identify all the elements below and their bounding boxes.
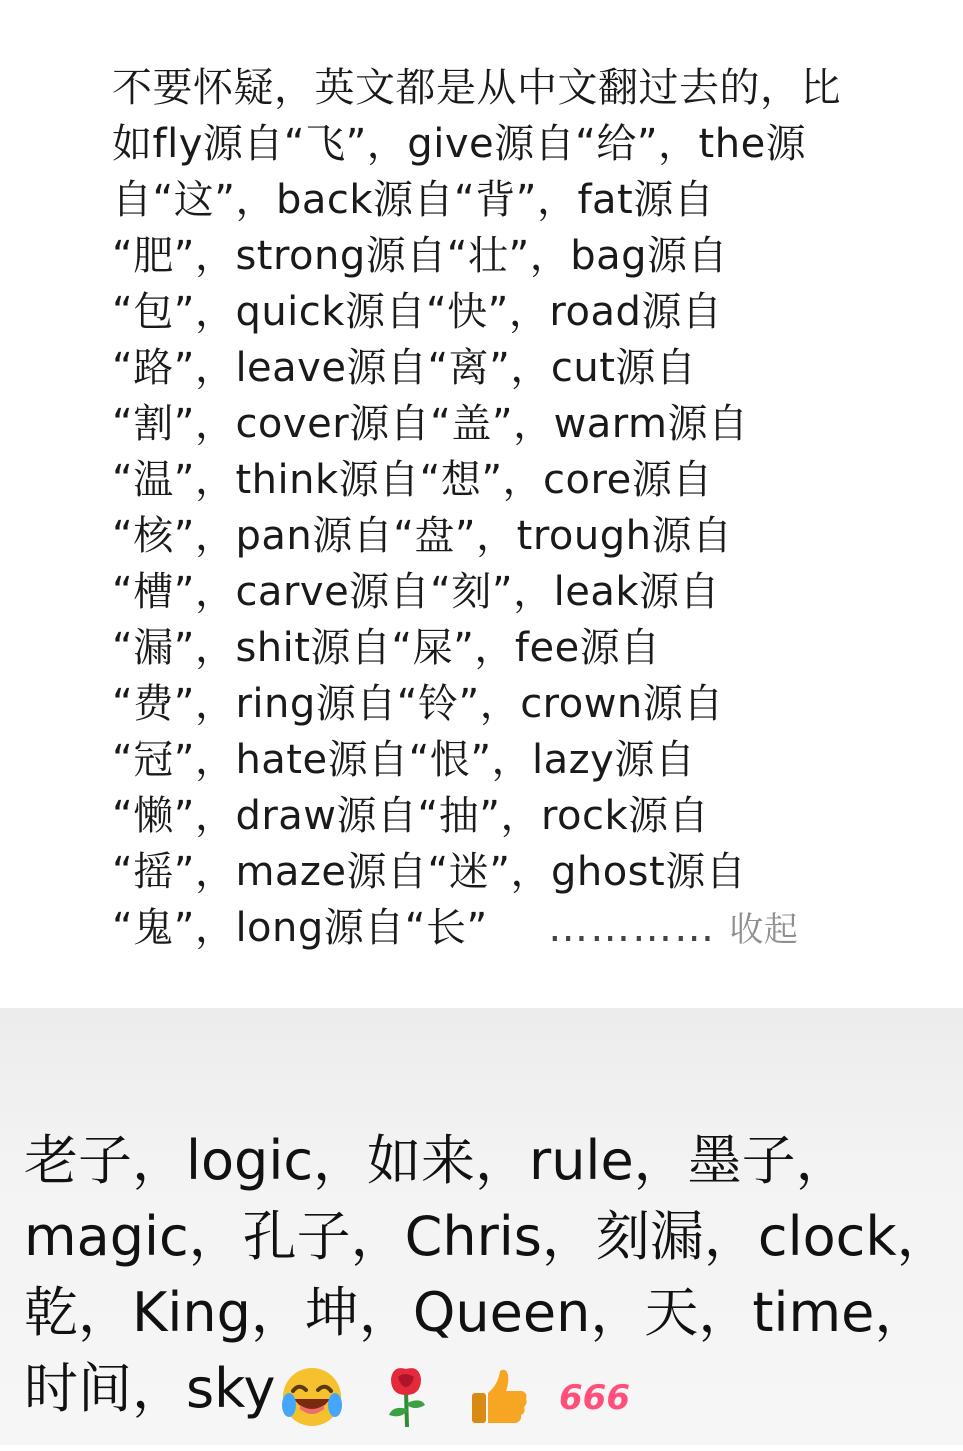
ellipsis: ………… [548, 905, 717, 951]
comment-panel [0, 1008, 963, 1445]
post-last-line [112, 900, 922, 956]
comment-line: magic，孔子，Chris，刻漏，clock， [24, 1205, 951, 1268]
laughing-crying-emoji-icon [277, 1361, 347, 1431]
post-line: “冠”，hate源自“恨”，lazy源自 [112, 737, 696, 783]
post-line: “费”，ring源自“铃”，crown源自 [112, 681, 724, 727]
thumbs-up-emoji-icon [464, 1361, 534, 1431]
post-line: “肥”，strong源自“壮”，bag源自 [112, 233, 728, 279]
comment-last-line [24, 1351, 959, 1427]
post-line: 自“这”，back源自“背”，fat源自 [112, 177, 715, 223]
post-text [112, 60, 922, 956]
post-line: 不要怀疑，英文都是从中文翻过去的，比 [112, 65, 841, 111]
rose-emoji-icon [371, 1361, 441, 1431]
post-line: “漏”，shit源自“屎”，fee源自 [112, 625, 661, 671]
post-line: 如fly源自“飞”，give源自“给”，the源 [112, 121, 807, 167]
post-line: “槽”，carve源自“刻”，leak源自 [112, 569, 721, 615]
post-line: “包”，quick源自“快”，road源自 [112, 289, 723, 335]
collapse-link[interactable]: 收起 [729, 910, 799, 950]
post-line: “核”，pan源自“盘”，trough源自 [112, 513, 733, 559]
post-line: “懒”，draw源自“抽”，rock源自 [112, 793, 710, 839]
post-line: “摇”，maze源自“迷”，ghost源自 [112, 849, 747, 895]
emoji-row [277, 1354, 649, 1430]
comment-line: 乾，King，坤，Queen，天，time， [24, 1281, 929, 1344]
comment-line: 时间，sky [24, 1357, 276, 1420]
post-line: “温”，think源自“想”，core源自 [112, 457, 713, 503]
comment-text [24, 1123, 959, 1427]
post-line: “割”，cover源自“盖”，warm源自 [112, 401, 749, 447]
post-line: “鬼”，long源自“长” [112, 905, 488, 951]
post-line: “路”，leave源自“离”，cut源自 [112, 345, 697, 391]
666-emoji-icon [557, 1361, 643, 1431]
comment-line: 老子，logic，如来，rule，墨子， [24, 1129, 850, 1192]
666-text: 666 [558, 1377, 630, 1418]
